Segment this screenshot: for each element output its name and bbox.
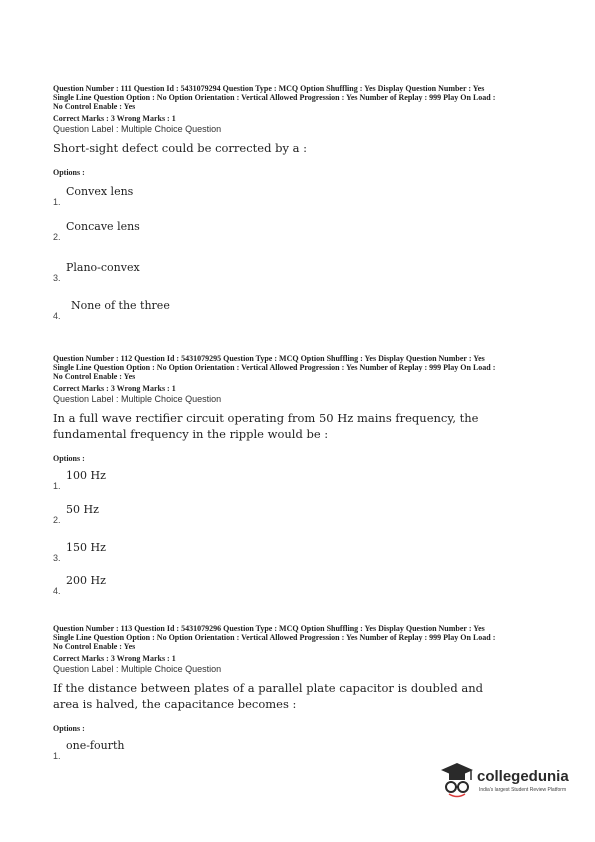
option-text: one-fourth: [66, 739, 125, 752]
option-text: 50 Hz: [66, 503, 99, 516]
meta-line: No Control Enable : Yes: [53, 102, 136, 111]
question-label: Question Label : Multiple Choice Question: [53, 664, 222, 674]
option-number: 4.: [53, 586, 61, 596]
question-meta: [53, 624, 553, 651]
option-text: Concave lens: [66, 220, 140, 233]
option-number: 3.: [53, 273, 61, 283]
option-text: Plano-convex: [66, 261, 140, 274]
meta-line: Single Line Question Option : No Option Orientation : Vertical Allowed Progression : Yes Number of Replay : 999 Play On Load :: [53, 363, 496, 372]
question-block-113: [53, 624, 553, 773]
option-number: 3.: [53, 553, 61, 563]
option-text: 100 Hz: [66, 469, 106, 482]
meta-line: Question Number : 113 Question Id : 5431079296 Question Type : MCQ Option Shuffling : Yes Display Question Number : Yes: [53, 624, 485, 633]
options-heading: Options :: [53, 454, 85, 463]
collegedunia-logo: [439, 760, 579, 800]
option-number: 4.: [53, 311, 61, 321]
meta-line: Question Number : 111 Question Id : 5431079294 Question Type : MCQ Option Shuffling : Yes Display Question Number : Yes: [53, 84, 485, 93]
meta-line: Question Number : 112 Question Id : 5431079295 Question Type : MCQ Option Shuffling : Yes Display Question Number : Yes: [53, 354, 485, 363]
meta-line: Single Line Question Option : No Option Orientation : Vertical Allowed Progression : Yes Number of Replay : 999 Play On Load :: [53, 93, 496, 102]
option-number: 2.: [53, 232, 61, 242]
question-text: Short-sight defect could be corrected by a :: [53, 141, 308, 155]
option-number: 1.: [53, 197, 61, 207]
question-block-112: [53, 354, 553, 603]
options-heading: Options :: [53, 168, 85, 177]
question-text: If the distance between plates of a parallel plate capacitor is doubled and area is halved, the capacitance becomes :: [53, 681, 483, 711]
question-meta: [53, 84, 553, 111]
marks-line: Correct Marks : 3 Wrong Marks : 1: [53, 654, 176, 663]
option-number: 2.: [53, 515, 61, 525]
marks-line: Correct Marks : 3 Wrong Marks : 1: [53, 384, 176, 393]
question-text: In a full wave rectifier circuit operating from 50 Hz mains frequency, the fundamental frequency in the ripple would be :: [53, 411, 479, 441]
option-text: 150 Hz: [66, 541, 106, 554]
meta-line: Single Line Question Option : No Option Orientation : Vertical Allowed Progression : Yes Number of Replay : 999 Play On Load :: [53, 633, 496, 642]
graduate-cap-glasses-icon: [439, 760, 475, 800]
option-number: 1.: [53, 751, 61, 761]
option-text: None of the three: [71, 299, 170, 312]
meta-line: No Control Enable : Yes: [53, 642, 136, 651]
logo-tagline: India's largest Student Review Platform: [479, 787, 567, 793]
options-heading: Options :: [53, 724, 85, 733]
question-label: Question Label : Multiple Choice Question: [53, 394, 222, 404]
meta-line: No Control Enable : Yes: [53, 372, 136, 381]
option-text: Convex lens: [66, 185, 134, 198]
option-text: 200 Hz: [66, 574, 106, 587]
question-block-111: [53, 84, 553, 327]
question-label: Question Label : Multiple Choice Question: [53, 124, 222, 134]
marks-line: Correct Marks : 3 Wrong Marks : 1: [53, 114, 176, 123]
question-meta: [53, 354, 553, 381]
option-number: 1.: [53, 481, 61, 491]
logo-brand-text: collegedunia: [477, 768, 569, 785]
